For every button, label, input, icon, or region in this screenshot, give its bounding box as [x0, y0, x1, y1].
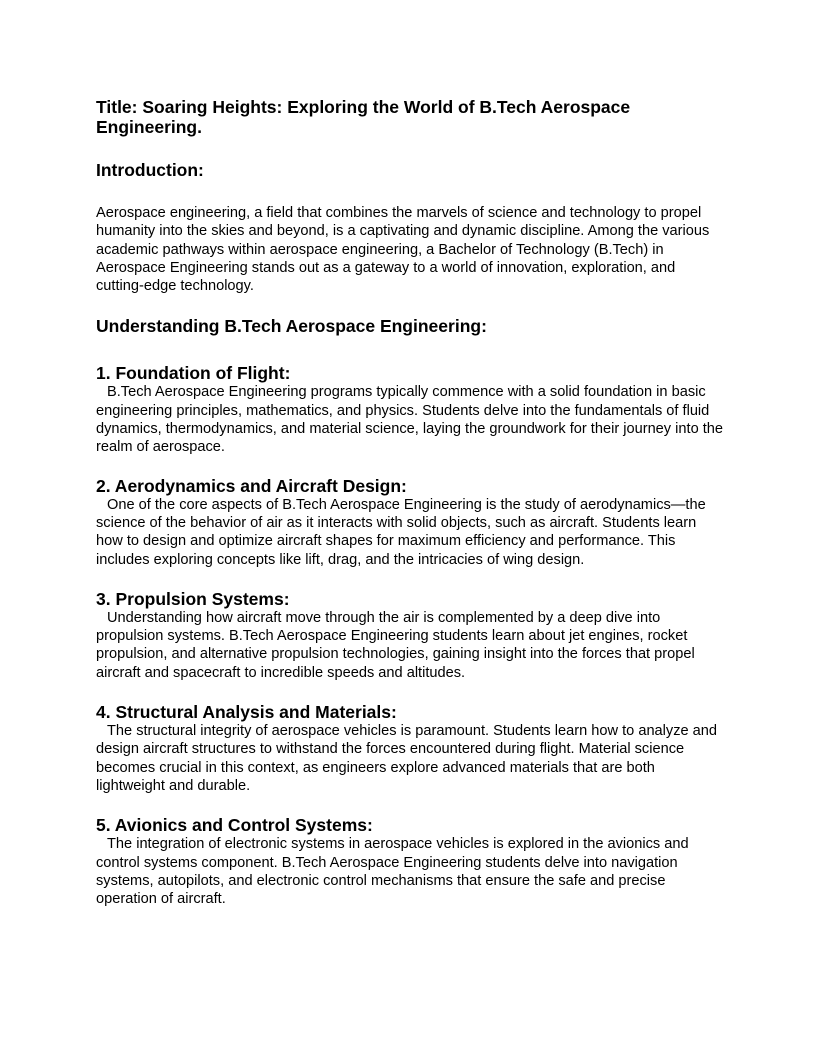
section-structural-analysis	[96, 703, 726, 795]
introduction-paragraph: Aerospace engineering, a field that combines the marvels of science and technology to propel humanity into the skies and beyond, is a captivating and dynamic discipline. Among the various academic pathways within aerospace engineering, a Bachelor of Technology (B.Tech) in Aerospace Engineering stands out as a gateway to a world of innovation, exploration, and cutting-edge technology.	[96, 205, 710, 295]
section-foundation-of-flight	[96, 364, 726, 456]
section-paragraph: The structural integrity of aerospace vehicles is paramount. Students learn how to analyze and design aircraft structures to withstand the forces encountered during flight. Material science becomes crucial in this context, as engineers explore advanced materials that are both lightweight and durable.	[96, 723, 718, 794]
section-paragraph: B.Tech Aerospace Engineering programs typically commence with a solid foundation in basic engineering principles, mathematics, and physics. Students delve into the fundamentals of fluid dynamics, thermodynamics, and material science, laying the groundwork for their journey into the realm of aerospace.	[96, 384, 724, 456]
introduction-heading: Introduction:	[96, 160, 204, 180]
document-page	[96, 97, 726, 908]
section-paragraph: One of the core aspects of B.Tech Aerospace Engineering is the study of aerodynamics—the science of the behavior of air as it interacts with solid objects, such as aircraft. Students learn how to design and optimize aircraft shapes for maximum efficiency and performance. This includes exploring concepts like lift, drag, and the intricacies of wing design.	[96, 496, 706, 568]
section-paragraph: Understanding how aircraft move through the air is complemented by a deep dive into propulsion systems. B.Tech Aerospace Engineering students learn about jet engines, rocket propulsion, and alternative propulsion technologies, gaining insight into the forces that propel aircraft and spacecraft to incredible speeds and altitudes.	[96, 609, 695, 681]
section-heading: 5. Avionics and Control Systems:	[96, 815, 373, 836]
section-heading: 4. Structural Analysis and Materials:	[96, 702, 397, 723]
section-aerodynamics	[96, 477, 726, 569]
understanding-heading: Understanding B.Tech Aerospace Engineering:	[96, 316, 487, 337]
section-heading: 3. Propulsion Systems:	[96, 588, 290, 609]
section-avionics	[96, 816, 726, 908]
section-heading: 1. Foundation of Flight:	[96, 363, 291, 384]
section-heading: 2. Aerodynamics and Aircraft Design:	[96, 475, 407, 496]
document-title: Title: Soaring Heights: Exploring the World of B.Tech Aerospace Engineering.	[96, 97, 631, 137]
section-propulsion-systems	[96, 590, 726, 682]
section-paragraph: The integration of electronic systems in aerospace vehicles is explored in the avionics and control systems component. B.Tech Aerospace Engineering students delve into navigation systems, autopilots, and electronic control mechanisms that ensure the safe and precise operation of aircraft.	[96, 836, 689, 908]
